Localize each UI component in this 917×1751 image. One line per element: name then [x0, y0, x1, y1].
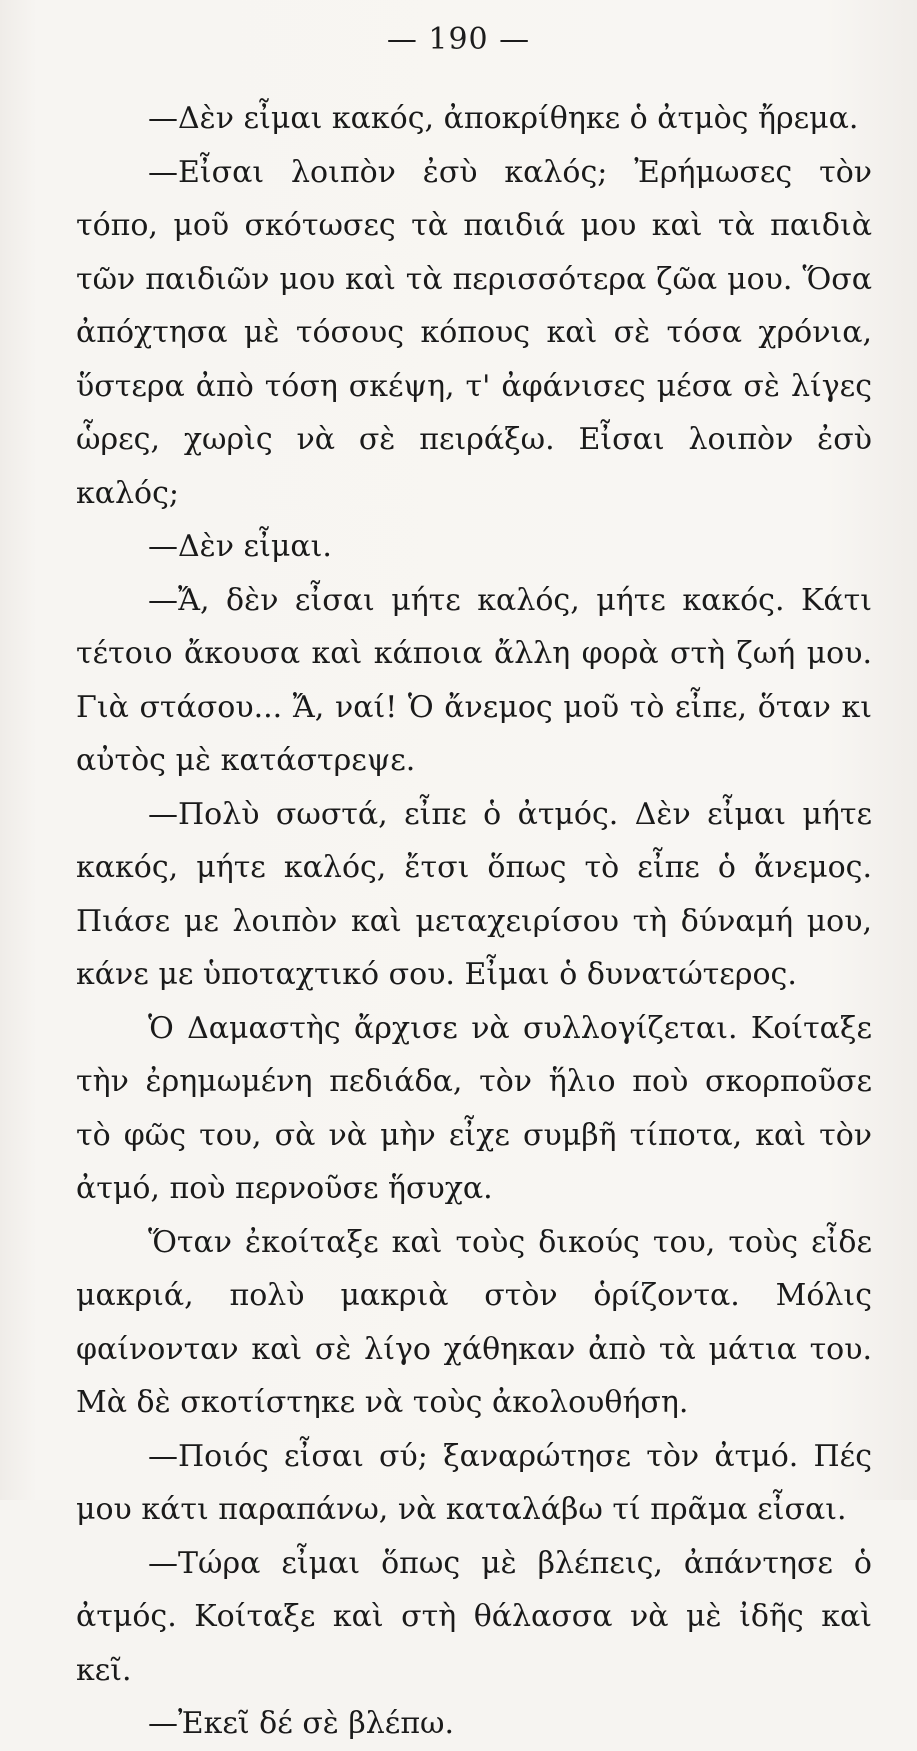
paragraph: Ὁ Δαμαστὴς ἄρχισε νὰ συλλογίζεται. Κοίταξε τὴν ἐρημωμένη πεδιάδα, τὸν ἥλιο ποὺ σκορποῦσε τὸ φῶς του, σὰ νὰ μὴν εἶχε συμβῆ τίποτα, καὶ τὸν ἀτμό, ποὺ περνοῦσε ἥσυχα.: [76, 1010, 872, 1206]
paragraph: —Δὲν εἶμαι.: [148, 529, 332, 564]
page-number: — 190 —: [386, 22, 531, 57]
paragraph: —Ποιός εἶσαι σύ; ξαναρώτησε τὸν ἀτμό. Πές μου κάτι παραπάνω, νὰ καταλάβω τί πρᾶμα εἶσαι.: [76, 1438, 872, 1527]
paragraph: —Πολὺ σωστά, εἶπε ὁ ἀτμός. Δὲν εἶμαι μήτε κακός, μήτε καλός, ἔτσι ὅπως τὸ εἶπε ὁ ἄνεμος. Πιάσε με λοιπὸν καὶ μεταχειρίσου τὴ δύναμή μου, κάνε με ὑποταχτικό σου. Εἶμαι ὁ δυνατώτερος.: [76, 796, 872, 992]
paragraph: Ὅταν ἐκοίταξε καὶ τοὺς δικούς του, τοὺς εἶδε μακριά, πολὺ μακριὰ στὸν ὁρίζοντα. Μόλις φαίνονταν καὶ σὲ λίγο χάθηκαν ἀπὸ τὰ μάτια του. Μὰ δὲ σκοτίστηκε νὰ τοὺς ἀκολουθήση.: [76, 1224, 872, 1420]
paragraph: —Εἶσαι λοιπὸν ἐσὺ καλός; Ἐρήμωσες τὸν τόπο, μοῦ σκότωσες τὰ παιδιά μου καὶ τὰ παιδιὰ τῶν παιδιῶν μου καὶ τὰ περισσότερα ζῶα μου. Ὅσα ἀπόχτησα μὲ τόσους κόπους καὶ σὲ τόσα χρόνια, ὕστερα ἀπὸ τόση σκέψη, τ' ἀφάνισες μέσα σὲ λίγες ὧρες, χωρὶς νὰ σὲ πειράξω. Εἶσαι λοιπὸν ἐσὺ καλός;: [76, 154, 872, 511]
paragraph: —Τώρα εἶμαι ὅπως μὲ βλέπεις, ἀπάντησε ὁ ἀτμός. Κοίταξε καὶ στὴ θάλασσα νὰ μὲ ἰδῆς καὶ κεῖ.: [76, 1545, 872, 1688]
paragraph: —Δὲν εἶμαι κακός, ἀποκρίθηκε ὁ ἀτμὸς ἤρεμα.: [148, 101, 859, 136]
paragraph: —Ἄ, δὲν εἶσαι μήτε καλός, μήτε κακός. Κάτι τέτοιο ἄκουσα καὶ κάποια ἄλλη φορὰ στὴ ζωή μου. Γιὰ στάσου... Ἄ, ναί! Ὁ ἄνεμος μοῦ τὸ εἶπε, ὅταν κι αὐτὸς μὲ κατάστρεψε.: [76, 582, 872, 778]
paragraph: —Ἐκεῖ δέ σὲ βλέπω.: [148, 1706, 455, 1741]
body-text: [76, 92, 872, 1751]
